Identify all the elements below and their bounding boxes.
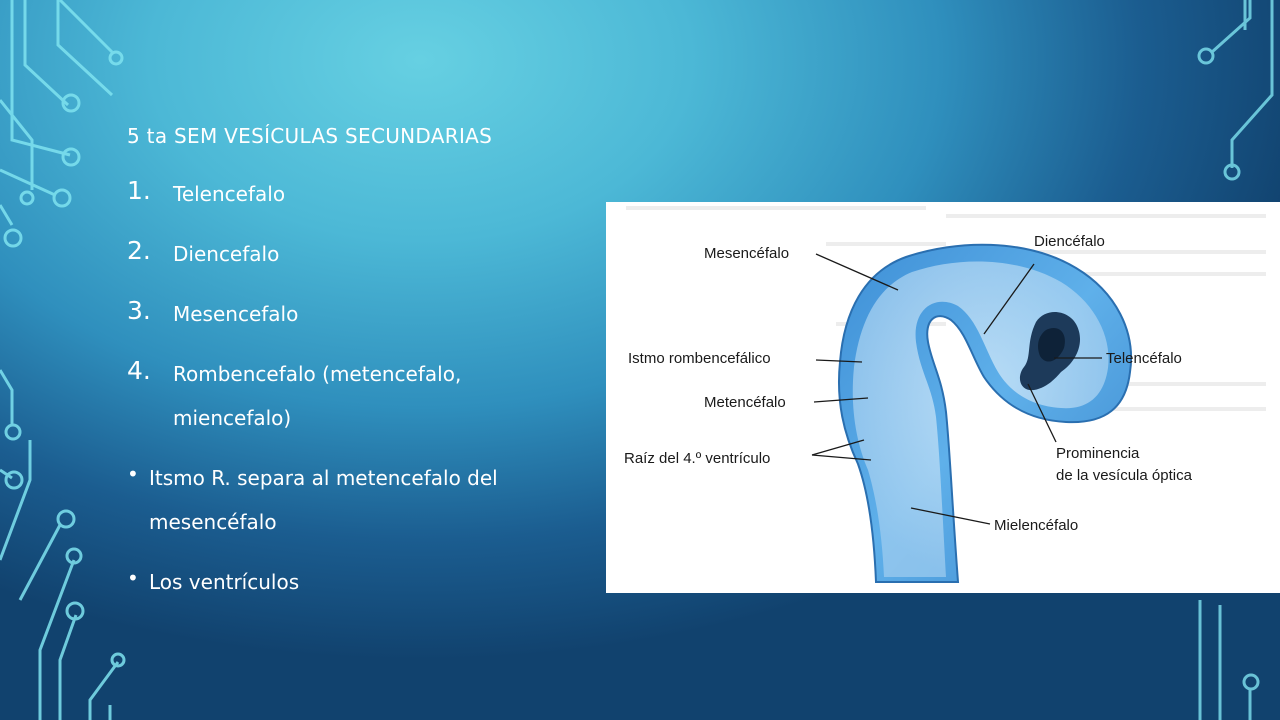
- label-prominencia: Prominencia: [1056, 445, 1140, 462]
- list-number: 3.: [127, 296, 151, 325]
- label-metencefalo: Metencéfalo: [704, 394, 786, 411]
- embryo-brain-figure: [606, 202, 1280, 593]
- label-vesicula-optica: de la vesícula óptica: [1056, 467, 1192, 484]
- list-item-diencefalo: Diencefalo: [173, 242, 280, 266]
- list-number: 4.: [127, 356, 151, 385]
- slide-heading: 5 ta SEM VESÍCULAS SECUNDARIAS: [127, 124, 493, 148]
- label-istmo: Istmo rombencefálico: [628, 350, 771, 367]
- bullet-itsmo-cont: mesencéfalo: [149, 510, 277, 534]
- label-diencefalo: Diencéfalo: [1034, 233, 1105, 250]
- bullet-dot: •: [127, 566, 139, 590]
- embryo-diagram: [606, 202, 1280, 593]
- label-raiz: Raíz del 4.º ventrículo: [624, 450, 771, 467]
- bullet-ventriculos: Los ventrículos: [149, 570, 300, 594]
- bullet-itsmo: Itsmo R. separa al metencefalo del: [149, 466, 498, 490]
- label-telencefalo: Telencéfalo: [1106, 350, 1182, 367]
- list-number: 1.: [127, 176, 151, 205]
- list-item-telencefalo: Telencefalo: [173, 182, 286, 206]
- list-item-rombencefalo-cont: miencefalo): [173, 406, 292, 430]
- list-item-mesencefalo: Mesencefalo: [173, 302, 299, 326]
- label-mesencefalo: Mesencéfalo: [704, 245, 790, 262]
- list-item-rombencefalo: Rombencefalo (metencefalo,: [173, 362, 462, 386]
- label-mielencefalo: Mielencéfalo: [994, 517, 1079, 534]
- bullet-dot: •: [127, 462, 139, 486]
- list-number: 2.: [127, 236, 151, 265]
